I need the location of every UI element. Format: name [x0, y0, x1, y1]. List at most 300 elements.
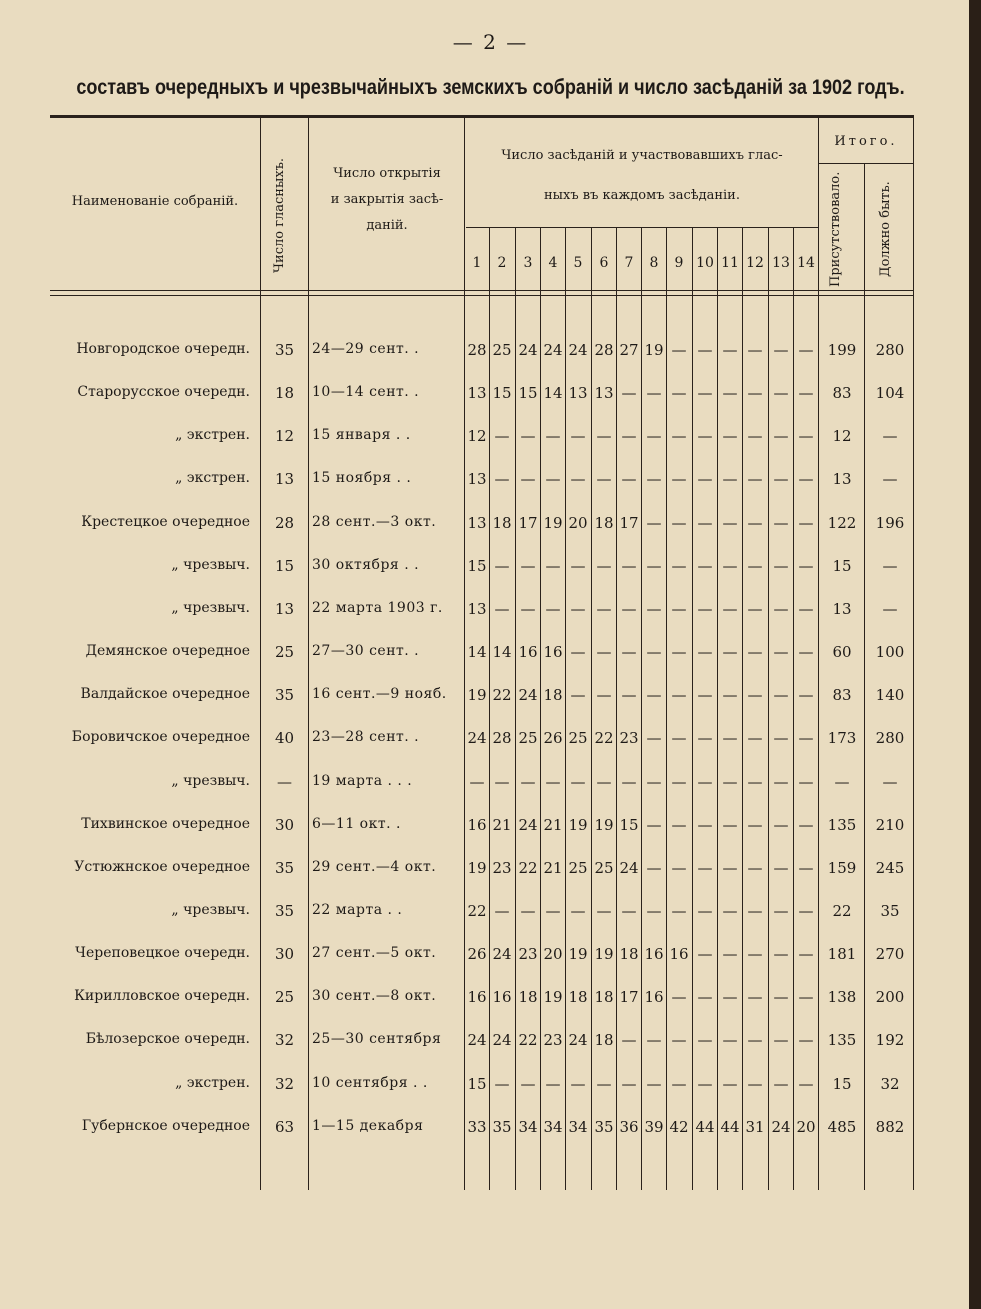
assembly-name: „ экстрен.: [175, 1075, 250, 1091]
session-dates: 10 сентября . .: [312, 1075, 428, 1091]
total-should: 882: [875, 1118, 905, 1136]
session-attendance: —: [646, 557, 662, 575]
session-attendance: 34: [543, 1118, 563, 1136]
session-dates: 10—14 сент. .: [312, 384, 420, 400]
assembly-name: Крестецкое очередное: [81, 514, 250, 530]
total-present: 485: [827, 1118, 857, 1136]
session-attendance: —: [621, 773, 637, 791]
total-present: 13: [832, 600, 852, 618]
session-attendance: —: [722, 514, 738, 532]
header-sessions-line2: ныхъ въ каждомъ засѣданіи.: [544, 188, 740, 203]
session-attendance: 13: [594, 384, 614, 402]
session-number-header: 13: [772, 255, 790, 271]
session-attendance: —: [646, 686, 662, 704]
session-attendance: —: [798, 600, 814, 618]
session-subheader-rule: [466, 227, 818, 228]
session-attendance: —: [747, 514, 763, 532]
session-attendance: 25: [568, 859, 588, 877]
header-should: Должно быть.: [878, 181, 893, 277]
session-attendance: —: [545, 1075, 561, 1093]
session-attendance: 35: [594, 1118, 614, 1136]
session-attendance: 24: [771, 1118, 791, 1136]
session-attendance: —: [596, 643, 612, 661]
session-dates: 27 сент.—5 окт.: [312, 945, 437, 961]
session-attendance: —: [747, 1075, 763, 1093]
sessions-table: [50, 115, 914, 1190]
session-attendance: —: [722, 729, 738, 747]
session-attendance: 14: [492, 643, 512, 661]
session-attendance: —: [798, 729, 814, 747]
assembly-name: „ чрезвыч.: [171, 600, 250, 616]
deputies-count: 35: [274, 902, 295, 920]
session-attendance: 26: [543, 729, 563, 747]
session-attendance: —: [570, 1075, 586, 1093]
session-attendance: 22: [518, 859, 538, 877]
session-attendance: —: [798, 384, 814, 402]
session-attendance: —: [469, 773, 485, 791]
session-attendance: 19: [543, 988, 563, 1006]
session-attendance: —: [747, 557, 763, 575]
session-attendance: —: [798, 988, 814, 1006]
session-attendance: —: [747, 470, 763, 488]
session-attendance: —: [722, 1031, 738, 1049]
total-present: 135: [827, 1031, 857, 1049]
total-present: 83: [832, 686, 852, 704]
session-attendance: —: [671, 686, 687, 704]
total-should: 32: [880, 1075, 900, 1093]
total-should: 270: [875, 945, 905, 963]
session-dates: 29 сент.—4 окт.: [312, 859, 437, 875]
session-attendance: —: [646, 1075, 662, 1093]
total-should: —: [882, 427, 898, 445]
session-attendance: 22: [518, 1031, 538, 1049]
total-should: —: [882, 557, 898, 575]
session-attendance: —: [747, 384, 763, 402]
session-attendance: 17: [619, 988, 639, 1006]
session-attendance: —: [520, 470, 536, 488]
deputies-count: —: [277, 773, 292, 791]
session-attendance: —: [773, 816, 789, 834]
page-number: — 2 —: [452, 30, 529, 54]
session-attendance: —: [596, 902, 612, 920]
total-present: 13: [832, 470, 852, 488]
session-attendance: —: [773, 773, 789, 791]
session-attendance: —: [798, 902, 814, 920]
session-attendance: 24: [492, 945, 512, 963]
session-attendance: 13: [568, 384, 588, 402]
session-attendance: —: [697, 557, 713, 575]
total-should: 280: [875, 341, 905, 359]
session-attendance: —: [747, 341, 763, 359]
assembly-name: Губернское очередное: [81, 1118, 250, 1134]
session-attendance: —: [621, 384, 637, 402]
session-number-header: 1: [472, 255, 482, 271]
deputies-count: 28: [274, 514, 295, 532]
session-dates: 27—30 сент. .: [312, 643, 420, 659]
total-should: —: [882, 773, 898, 791]
session-number-header: 7: [624, 255, 634, 271]
session-attendance: 16: [518, 643, 538, 661]
session-attendance: —: [520, 902, 536, 920]
session-attendance: —: [545, 427, 561, 445]
header-bottom-rule-1: [50, 290, 914, 291]
session-attendance: —: [520, 557, 536, 575]
session-attendance: —: [747, 816, 763, 834]
session-attendance: —: [773, 341, 789, 359]
session-attendance: 16: [492, 988, 512, 1006]
assembly-name: „ чрезвыч.: [171, 773, 250, 789]
session-attendance: —: [798, 643, 814, 661]
session-attendance: —: [798, 945, 814, 963]
session-attendance: —: [773, 427, 789, 445]
session-attendance: 20: [796, 1118, 816, 1136]
total-present: 12: [832, 427, 852, 445]
session-attendance: —: [494, 773, 510, 791]
session-dates: 19 марта . . .: [312, 773, 413, 789]
session-attendance: —: [697, 729, 713, 747]
session-attendance: —: [722, 902, 738, 920]
session-attendance: 18: [543, 686, 563, 704]
session-attendance: —: [773, 1031, 789, 1049]
session-attendance: 28: [492, 729, 512, 747]
session-attendance: 13: [467, 470, 487, 488]
session-attendance: 13: [467, 514, 487, 532]
total-should: 245: [875, 859, 905, 877]
total-present: 122: [827, 514, 857, 532]
session-attendance: 23: [518, 945, 538, 963]
session-attendance: 31: [745, 1118, 765, 1136]
session-attendance: —: [646, 773, 662, 791]
session-attendance: 14: [543, 384, 563, 402]
session-number-header: 14: [797, 255, 815, 271]
session-attendance: —: [697, 341, 713, 359]
session-attendance: 16: [669, 945, 689, 963]
session-attendance: —: [773, 902, 789, 920]
session-attendance: —: [621, 902, 637, 920]
deputies-count: 13: [274, 470, 295, 488]
session-attendance: —: [697, 902, 713, 920]
session-attendance: —: [621, 600, 637, 618]
session-attendance: —: [646, 600, 662, 618]
session-attendance: 36: [619, 1118, 639, 1136]
session-attendance: 23: [492, 859, 512, 877]
total-present: 83: [832, 384, 852, 402]
session-attendance: —: [798, 470, 814, 488]
session-attendance: 18: [594, 514, 614, 532]
session-attendance: —: [671, 427, 687, 445]
session-attendance: —: [747, 643, 763, 661]
total-present: 60: [832, 643, 852, 661]
total-should: 200: [875, 988, 905, 1006]
session-dates: 24—29 сент. .: [312, 341, 420, 357]
session-attendance: 24: [518, 686, 538, 704]
session-dates: 15 ноября . .: [312, 470, 412, 486]
session-attendance: 18: [619, 945, 639, 963]
deputies-count: 63: [274, 1118, 295, 1136]
session-attendance: —: [570, 773, 586, 791]
assembly-name: „ чрезвыч.: [171, 557, 250, 573]
total-present: —: [834, 773, 850, 791]
assembly-name: Старорусское очередн.: [77, 384, 250, 400]
session-attendance: 16: [644, 945, 664, 963]
page-edge: [969, 0, 981, 1309]
total-present: 181: [827, 945, 857, 963]
total-should: —: [882, 600, 898, 618]
session-attendance: —: [747, 427, 763, 445]
session-attendance: —: [747, 1031, 763, 1049]
session-attendance: —: [773, 557, 789, 575]
page-title: составъ очередныхъ и чрезвычайныхъ земскихъ собраній и число засѣданій за 1902 годъ.: [76, 76, 905, 99]
session-attendance: 22: [467, 902, 487, 920]
session-attendance: —: [773, 988, 789, 1006]
session-attendance: —: [671, 988, 687, 1006]
session-attendance: —: [722, 945, 738, 963]
session-number-header: 9: [674, 255, 684, 271]
session-attendance: 35: [492, 1118, 512, 1136]
session-attendance: —: [545, 902, 561, 920]
session-attendance: —: [494, 557, 510, 575]
deputies-count: 30: [274, 945, 295, 963]
session-attendance: 19: [467, 686, 487, 704]
session-attendance: —: [671, 816, 687, 834]
session-attendance: 17: [619, 514, 639, 532]
session-attendance: —: [646, 1031, 662, 1049]
session-attendance: 23: [543, 1031, 563, 1049]
session-attendance: —: [621, 643, 637, 661]
session-attendance: —: [671, 859, 687, 877]
total-should: 35: [880, 902, 900, 920]
session-attendance: —: [747, 945, 763, 963]
assembly-name: Новгородское очередн.: [76, 341, 250, 357]
session-attendance: —: [520, 600, 536, 618]
session-attendance: 16: [543, 643, 563, 661]
session-attendance: —: [596, 427, 612, 445]
session-attendance: —: [494, 427, 510, 445]
total-should: —: [882, 470, 898, 488]
session-attendance: —: [722, 686, 738, 704]
session-attendance: —: [747, 902, 763, 920]
session-attendance: —: [520, 773, 536, 791]
session-attendance: —: [722, 557, 738, 575]
session-attendance: 24: [568, 341, 588, 359]
session-attendance: —: [520, 427, 536, 445]
header-name: Наименованіе собраній.: [71, 194, 239, 209]
session-attendance: —: [722, 384, 738, 402]
session-dates: 1—15 декабря: [312, 1118, 424, 1134]
deputies-count: 25: [274, 643, 295, 661]
deputies-count: 35: [274, 341, 295, 359]
session-attendance: —: [697, 816, 713, 834]
session-attendance: 16: [467, 988, 487, 1006]
session-attendance: 16: [467, 816, 487, 834]
session-attendance: —: [697, 773, 713, 791]
session-attendance: —: [747, 729, 763, 747]
session-attendance: —: [646, 643, 662, 661]
session-attendance: —: [747, 600, 763, 618]
total-should: 192: [875, 1031, 905, 1049]
session-attendance: —: [646, 729, 662, 747]
total-present: 15: [832, 557, 852, 575]
deputies-count: 12: [274, 427, 295, 445]
session-attendance: —: [596, 600, 612, 618]
assembly-name: Боровичское очередное: [71, 729, 250, 745]
session-attendance: 22: [492, 686, 512, 704]
assembly-name: Валдайское очередное: [80, 686, 250, 702]
session-attendance: —: [671, 1075, 687, 1093]
session-dates: 30 октября . .: [312, 557, 420, 573]
session-attendance: 39: [644, 1118, 664, 1136]
deputies-count: 18: [274, 384, 295, 402]
assembly-name: „ экстрен.: [175, 427, 250, 443]
session-attendance: —: [545, 470, 561, 488]
total-should: 210: [875, 816, 905, 834]
session-attendance: —: [570, 600, 586, 618]
session-attendance: 19: [594, 816, 614, 834]
session-attendance: —: [722, 816, 738, 834]
session-attendance: —: [773, 643, 789, 661]
total-present: 173: [827, 729, 857, 747]
session-attendance: —: [798, 773, 814, 791]
session-attendance: 15: [467, 1075, 487, 1093]
session-attendance: —: [494, 600, 510, 618]
session-attendance: —: [697, 384, 713, 402]
session-attendance: —: [722, 427, 738, 445]
deputies-count: 25: [274, 988, 295, 1006]
session-attendance: —: [773, 859, 789, 877]
session-dates: 28 сент.—3 окт.: [312, 514, 437, 530]
session-attendance: —: [570, 427, 586, 445]
session-attendance: 21: [492, 816, 512, 834]
session-attendance: —: [570, 643, 586, 661]
session-attendance: 19: [568, 816, 588, 834]
session-attendance: 24: [467, 729, 487, 747]
session-attendance: —: [773, 686, 789, 704]
session-attendance: —: [646, 514, 662, 532]
session-attendance: —: [671, 600, 687, 618]
session-attendance: —: [671, 341, 687, 359]
session-attendance: —: [697, 514, 713, 532]
session-attendance: 15: [619, 816, 639, 834]
session-attendance: —: [671, 470, 687, 488]
session-attendance: —: [722, 341, 738, 359]
session-attendance: —: [646, 859, 662, 877]
assembly-name: Череповецкое очередн.: [75, 945, 250, 961]
session-attendance: 28: [467, 341, 487, 359]
session-attendance: 18: [594, 1031, 614, 1049]
total-present: 135: [827, 816, 857, 834]
assembly-name: „ чрезвыч.: [171, 902, 250, 918]
session-number-header: 3: [523, 255, 533, 271]
session-number-header: 8: [649, 255, 659, 271]
session-attendance: —: [646, 427, 662, 445]
total-should: 196: [875, 514, 905, 532]
session-number-header: 5: [573, 255, 583, 271]
session-attendance: —: [697, 686, 713, 704]
session-attendance: 15: [518, 384, 538, 402]
session-dates: 16 сент.—9 нояб.: [312, 686, 447, 702]
session-attendance: —: [570, 557, 586, 575]
total-present: 15: [832, 1075, 852, 1093]
session-attendance: 13: [467, 600, 487, 618]
session-attendance: —: [697, 1031, 713, 1049]
session-attendance: —: [798, 1075, 814, 1093]
session-attendance: —: [773, 514, 789, 532]
session-number-header: 12: [746, 255, 764, 271]
session-dates: 30 сент.—8 окт.: [312, 988, 437, 1004]
header-dates-line1: Число открытія: [333, 166, 441, 181]
session-attendance: —: [621, 470, 637, 488]
session-attendance: —: [621, 1031, 637, 1049]
session-attendance: —: [570, 902, 586, 920]
total-should: 280: [875, 729, 905, 747]
session-attendance: —: [773, 470, 789, 488]
session-attendance: —: [798, 686, 814, 704]
total-present: 159: [827, 859, 857, 877]
session-attendance: —: [697, 859, 713, 877]
session-attendance: 21: [543, 859, 563, 877]
assembly-name: Кирилловское очередн.: [74, 988, 250, 1004]
session-attendance: —: [621, 686, 637, 704]
session-attendance: —: [798, 341, 814, 359]
table-top-rule: [50, 115, 914, 118]
session-dates: 22 марта 1903 г.: [312, 600, 443, 616]
session-attendance: 33: [467, 1118, 487, 1136]
assembly-name: Бѣлозерское очередн.: [85, 1031, 250, 1047]
deputies-count: 32: [274, 1075, 295, 1093]
deputies-count: 35: [274, 686, 295, 704]
total-present: 22: [832, 902, 852, 920]
session-attendance: —: [545, 773, 561, 791]
session-attendance: 21: [543, 816, 563, 834]
session-attendance: 19: [543, 514, 563, 532]
session-attendance: —: [722, 643, 738, 661]
session-attendance: 17: [518, 514, 538, 532]
session-attendance: —: [671, 773, 687, 791]
session-attendance: —: [646, 902, 662, 920]
session-attendance: 18: [518, 988, 538, 1006]
col-divider: [864, 163, 865, 1190]
session-attendance: 24: [568, 1031, 588, 1049]
session-attendance: —: [773, 1075, 789, 1093]
session-attendance: 44: [720, 1118, 740, 1136]
session-attendance: 20: [568, 514, 588, 532]
session-attendance: —: [747, 988, 763, 1006]
header-dates-line2: и закрытія засѣ-: [330, 192, 444, 207]
session-attendance: —: [621, 557, 637, 575]
session-attendance: —: [494, 470, 510, 488]
session-attendance: —: [671, 643, 687, 661]
total-present: 138: [827, 988, 857, 1006]
session-attendance: —: [697, 988, 713, 1006]
session-attendance: 19: [594, 945, 614, 963]
session-dates: 23—28 сент. .: [312, 729, 420, 745]
session-attendance: —: [722, 1075, 738, 1093]
session-attendance: —: [646, 470, 662, 488]
session-dates: 15 января . .: [312, 427, 411, 443]
session-attendance: 27: [619, 341, 639, 359]
session-attendance: 22: [594, 729, 614, 747]
session-dates: 25—30 сентября: [312, 1031, 442, 1047]
session-attendance: 26: [467, 945, 487, 963]
session-attendance: —: [722, 988, 738, 1006]
col-divider: [308, 115, 309, 1190]
session-attendance: —: [570, 686, 586, 704]
session-attendance: —: [798, 1031, 814, 1049]
header-sessions-line1: Число засѣданій и участвовавшихъ глас-: [501, 148, 783, 163]
session-attendance: 28: [594, 341, 614, 359]
deputies-count: 13: [274, 600, 295, 618]
session-attendance: 14: [467, 643, 487, 661]
